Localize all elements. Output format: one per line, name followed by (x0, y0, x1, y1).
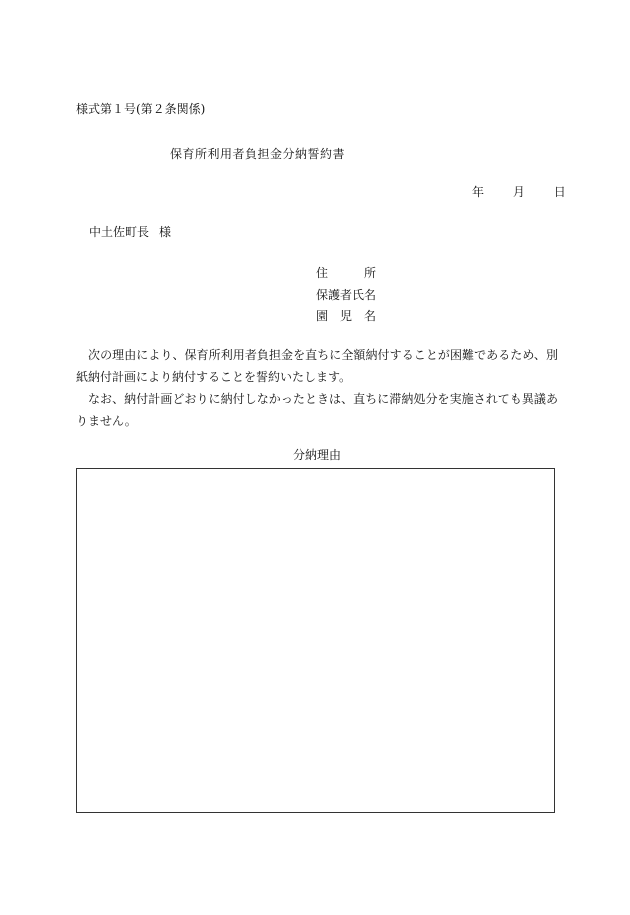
addressee (89, 223, 171, 240)
page-title: 保育所利用者負担金分納誓約書 (170, 147, 346, 161)
date-year-label: 年 (472, 185, 485, 199)
addressee-name: 中土佐町長 (89, 225, 150, 239)
date-line (472, 183, 566, 200)
reason-heading (0, 446, 630, 463)
date-day-label: 日 (553, 185, 566, 199)
date-month-label: 月 (512, 185, 525, 199)
form-number: 様式第１号(第２条関係) (76, 102, 206, 116)
child-name-label: 園児名 (316, 309, 376, 323)
reason-heading-text: 分納理由 (292, 448, 341, 462)
statement-paragraph-2: なお、納付計画どおりに納付しなかったときは、直ちに滞納処分を実施されても異議ありません。 (76, 392, 558, 428)
reason-box[interactable] (76, 468, 555, 813)
guardian-name-label: 保護者氏名 (316, 288, 377, 302)
pledge-statement (76, 344, 558, 432)
address-label: 住所 (316, 266, 376, 280)
statement-paragraph-1: 次の理由により、保育所利用者負担金を直ちに全額納付することが困難であるため、別紙納付計画により納付することを誓約いたします。 (76, 348, 558, 384)
addressee-honorific: 様 (159, 225, 172, 239)
